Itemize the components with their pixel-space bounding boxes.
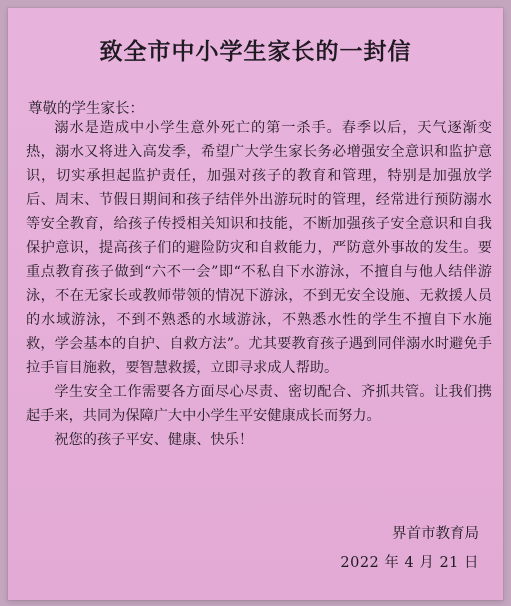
paragraph-blessing: 祝您的孩子平安、健康、快乐！ (54, 432, 254, 448)
salutation: 尊敬的学生家长： (28, 101, 144, 117)
letter-body (26, 116, 492, 452)
letter-title: 致全市中小学生家长的一封信 (99, 38, 412, 65)
paragraph-drowning-safety: 溺水是造成中小学生意外死亡的第一杀手。春季以后，天气逐渐变热，溺水又将进入高发季，希望广大学生家长务必增强安全意识和监护意识，切实承担起监护责任，加强对孩子的教育和管理，特别是加强放学后、周末、节假日期间和孩子结伴外出游玩时的管理，经常进行预防溺水等安全教育，给孩子传授相关知识和技能，不断加强孩子安全意识和自我保护意识，提高孩子们的避险防灾和自救能力，严防意外事故的发生。要重点教育孩子做到“六不一会”即“不私自下水游泳，不擅自与他人结伴游泳，不在无家长或教师带领的情况下游泳，不到无安全设施、无救援人员的水域游泳，不到不熟悉的水域游泳，不熟悉水性的学生不擅自下水施救，学会基本的自护、自救方法”。尤其要教育孩子遇到同伴溺水时避免手拉手盲目施救，要智慧救援，立即寻求成人帮助。 (26, 120, 492, 376)
signature-date: 2022 年 4 月 21 日 (340, 555, 479, 571)
signature-organization: 界首市教育局 (392, 526, 479, 542)
letter-paper (8, 8, 503, 600)
paragraph-cooperation: 学生安全工作需要各方面尽心尽责、密切配合、齐抓共管。让我们携起手来，共同为保障广大中小学生平安健康成长而努力。 (26, 384, 492, 424)
